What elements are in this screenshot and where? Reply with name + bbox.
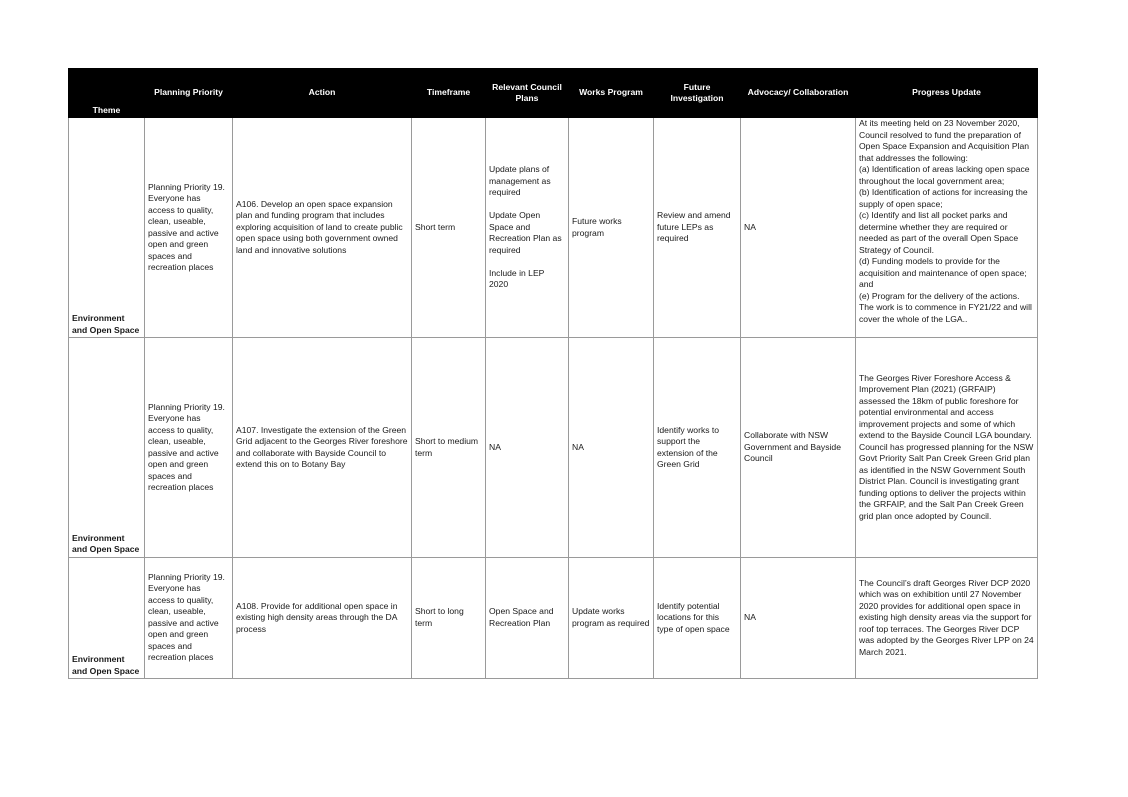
- header-theme: Theme: [69, 69, 145, 118]
- header-council-plans: Relevant Council Plans: [486, 69, 569, 118]
- theme-cell: Environment and Open Space: [69, 338, 145, 557]
- timeframe-cell: Short to long term: [412, 557, 486, 678]
- action-cell: A106. Develop an open space expansion plan and funding program that includes exploring acquisition of land to create public open space using both government owned land and innovative solutions: [233, 118, 412, 338]
- progress-update-cell: The Georges River Foreshore Access & Improvement Plan (2021) (GRFAIP) assessed the 18km of public foreshore for potential environmental and access improvement projects and some of which extend to the Bayside Council LGA boundary. Council has progressed planning for the NSW Govt Priority Salt Pan Creek Green Grid plan as identified in the NSW Government South District Plan. Council is investigating grant funding options to deliver the projects within the GRFAIP, and the Salt Pan Creek Green grid plan once adopted by Council.: [856, 338, 1038, 557]
- works-program-cell: Update works program as required: [569, 557, 654, 678]
- header-future-investigation: Future Investigation: [654, 69, 741, 118]
- council-plans-cell: NA: [486, 338, 569, 557]
- header-row: [69, 69, 1038, 118]
- table-row: [69, 118, 1038, 338]
- header-timeframe: Timeframe: [412, 69, 486, 118]
- header-action: Action: [233, 69, 412, 118]
- priority-cell: Planning Priority 19. Everyone has access to quality, clean, useable, passive and active open and green spaces and recreation places: [145, 118, 233, 338]
- priority-cell: Planning Priority 19. Everyone has access to quality, clean, useable, passive and active open and green spaces and recreation places: [145, 338, 233, 557]
- table-row: [69, 338, 1038, 557]
- works-program-cell: NA: [569, 338, 654, 557]
- future-investigation-cell: Identify works to support the extension of the Green Grid: [654, 338, 741, 557]
- header-advocacy: Advocacy/ Collaboration: [741, 69, 856, 118]
- theme-cell: Environment and Open Space: [69, 118, 145, 338]
- timeframe-cell: Short term: [412, 118, 486, 338]
- theme-cell: Environment and Open Space: [69, 557, 145, 678]
- advocacy-cell: NA: [741, 557, 856, 678]
- advocacy-cell: NA: [741, 118, 856, 338]
- works-program-cell: Future works program: [569, 118, 654, 338]
- action-cell: A108. Provide for additional open space in existing high density areas through the DA process: [233, 557, 412, 678]
- future-investigation-cell: Review and amend future LEPs as required: [654, 118, 741, 338]
- progress-update-cell: At its meeting held on 23 November 2020, Council resolved to fund the preparation of Open Space Expansion and Acquisition Plan that addresses the following: (a) Identification of areas lacking open space throughout the local government area; (b) Identification of actions for increasing the supply of open space; (c) Identify and list all pocket parks and determine whether they are required or needed as part of the overall Open Space Strategy of Council. (d) Funding models to provide for the acquisition and maintenance of open space; and (e) Program for the delivery of the actions. The work is to commence in FY21/22 and will cover the whole of the LGA..: [856, 118, 1038, 338]
- header-planning-priority: Planning Priority: [145, 69, 233, 118]
- header-works-program: Works Program: [569, 69, 654, 118]
- header-progress-update: Progress Update: [856, 69, 1038, 118]
- action-cell: A107. Investigate the extension of the Green Grid adjacent to the Georges River foreshore and collaborate with Bayside Council to extend this on to Botany Bay: [233, 338, 412, 557]
- future-investigation-cell: Identify potential locations for this type of open space: [654, 557, 741, 678]
- council-plans-cell: Update plans of management as required Update Open Space and Recreation Plan as required Include in LEP 2020: [486, 118, 569, 338]
- action-plan-table: [68, 68, 1038, 679]
- progress-update-cell: The Council’s draft Georges River DCP 2020 which was on exhibition until 27 November 2020 provides for additional open space in existing high density areas via the support for roof top terraces. The Georges River DCP was adopted by the Georges River LPP on 24 March 2021.: [856, 557, 1038, 678]
- council-plans-cell: Open Space and Recreation Plan: [486, 557, 569, 678]
- advocacy-cell: Collaborate with NSW Government and Bayside Council: [741, 338, 856, 557]
- priority-cell: Planning Priority 19. Everyone has access to quality, clean, useable, passive and active open and green spaces and recreation places: [145, 557, 233, 678]
- timeframe-cell: Short to medium term: [412, 338, 486, 557]
- table-row: [69, 557, 1038, 678]
